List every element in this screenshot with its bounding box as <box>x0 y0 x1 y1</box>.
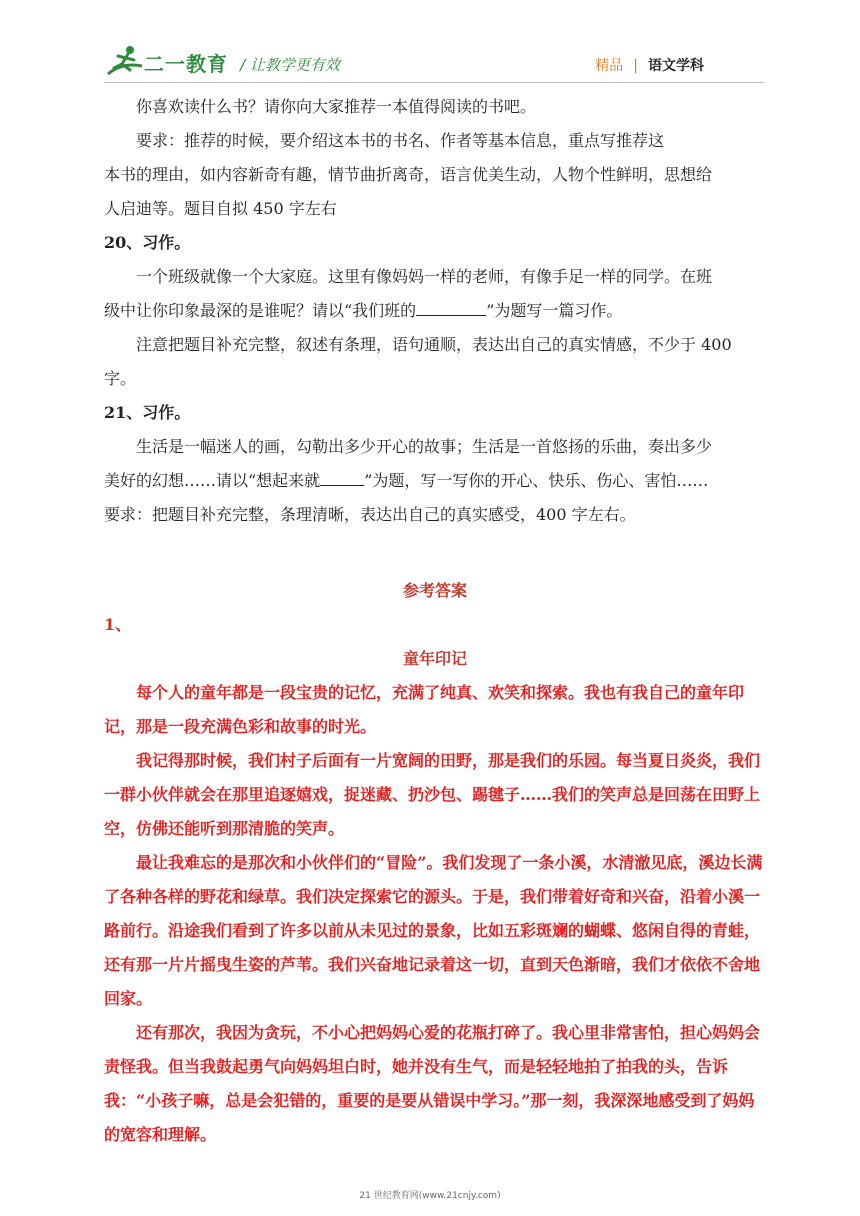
slogan: / 让教学更有效 <box>240 56 340 74</box>
header-divider <box>104 82 764 83</box>
q21-requirement: 要求：把题目补充完整，条理清晰，表达出自己的真实感受，400 字左右。 <box>104 505 636 524</box>
runner-logo-icon <box>104 44 144 80</box>
essay-paragraph: 我记得那时候，我们村子后面有一片宽阔的田野，那是我们的乐园。每当夏日炎炎，我们一群小伙伴就会在那里追逐嬉戏，捉迷藏、扔沙包、踢毽子……我们的笑声总是回荡在田野上空，仿佛还能听到那清脆的笑声。 <box>104 751 761 838</box>
q21-para1-line1: 生活是一幅迷人的画，勾勒出多少开心的故事；生活是一首悠扬的乐曲，奏出多少 <box>136 437 713 456</box>
header-right <box>595 55 704 75</box>
logo-text: 二一教育 <box>144 52 228 76</box>
q21-title: 21、习作。 <box>104 403 191 422</box>
q21-prompt-tail: ”为题，写一写你的开心、快乐、伤心、害怕…… <box>364 471 709 490</box>
q20-title: 20、习作。 <box>104 233 191 252</box>
answer-heading: 参考答案 <box>402 581 467 600</box>
essay-title: 童年印记 <box>402 649 467 668</box>
q20-para2-line1: 注意把题目补充完整，叙述有条理，语句通顺，表达出自己的真实情感，不少于 400 <box>136 335 732 354</box>
q20-prompt-text: 级中让你印象最深的是谁呢？请以“我们班的 <box>104 301 417 320</box>
essay-paragraph: 最让我难忘的是那次和小伙伴们的“冒险”。我们发现了一条小溪，水清澈见底，溪边长满了各种各样的野花和绿草。我们决定探索它的源头。于是，我们带着好奇和兴奋，沿着小溪一路前行。沿途我们看到了许多以前从未见过的景象，比如五彩斑斓的蝴蝶、悠闲自得的青蛙，还有那一片片摇曳生姿的芦苇。我们兴奋地记录着这一切，直到天色渐暗，我们才依依不舍地回家。 <box>104 853 763 1008</box>
q21-prompt-text: 美好的幻想……请以“想起来就 <box>104 471 321 490</box>
page-header <box>0 0 860 88</box>
q21-para1-line2 <box>104 464 766 498</box>
essay-paragraph: 还有那次，我因为贪玩，不小心把妈妈心爱的花瓶打碎了。我心里非常害怕，担心妈妈会责怪我。但当我鼓起勇气向妈妈坦白时，她并没有生气，而是轻轻地拍了拍我的头，告诉我：“小孩子嘛，总是会犯错的，重要的是要从错误中学习。”那一刻，我深深地感受到了妈妈的宽容和理解。 <box>104 1023 761 1144</box>
essay-paragraph: 每个人的童年都是一段宝贵的记忆，充满了纯真、欢笑和探索。我也有我自己的童年印记，那是一段充满色彩和故事的时光。 <box>104 683 745 736</box>
answer-number: 1、 <box>104 615 132 634</box>
fill-blank <box>320 467 364 486</box>
document-body <box>104 90 766 1152</box>
header-separator: | <box>633 58 638 74</box>
q20-para1-line2 <box>104 294 766 328</box>
q19-requirement-line3: 人启迪等。题目自拟 450 字左右 <box>104 199 337 218</box>
fill-blank <box>416 297 486 316</box>
logo <box>104 44 228 80</box>
q19-intro: 你喜欢读什么书？请你向大家推荐一本值得阅读的书吧。 <box>136 97 537 116</box>
q20-para2-line2: 字。 <box>104 369 137 388</box>
subject-label: 语文学科 <box>648 58 704 74</box>
q20-para1-line1: 一个班级就像一个大家庭。这里有像妈妈一样的老师，有像手足一样的同学。在班 <box>136 267 713 286</box>
page-footer: 21 世纪教育网(www.21cnjy.com) <box>359 1191 501 1201</box>
q19-requirement-line2: 本书的理由，如内容新奇有趣，情节曲折离奇，语言优美生动，人物个性鲜明，思想给 <box>104 165 713 184</box>
q20-prompt-tail: ”为题写一篇习作。 <box>486 301 623 320</box>
q19-requirement-line1: 要求：推荐的时候，要介绍这本书的书名、作者等基本信息，重点写推荐这 <box>136 131 665 150</box>
quality-label: 精品 <box>595 58 624 74</box>
answer-section <box>104 574 766 1152</box>
